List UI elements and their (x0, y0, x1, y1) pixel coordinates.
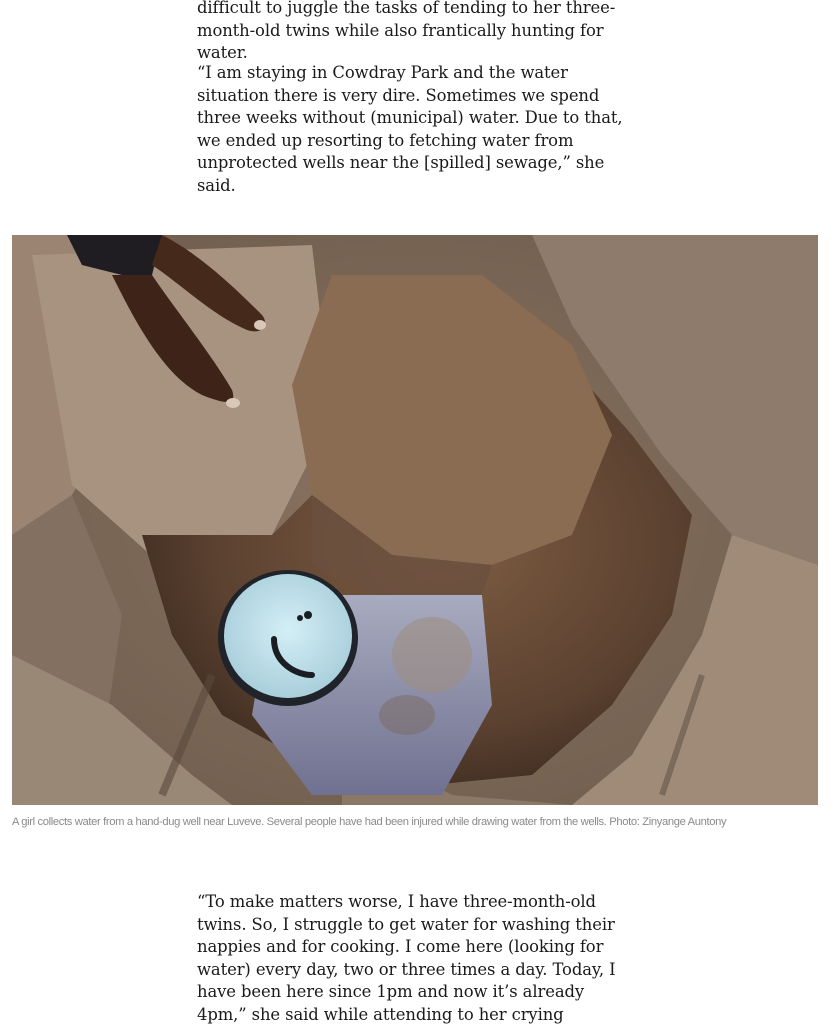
photo-caption: A girl collects water from a hand-dug well near Luveve. Several people have had been injured while drawing water from the wells. Photo: Zinyange Auntony (12, 816, 727, 828)
well-photo-illustration (12, 235, 818, 805)
article-paragraph-quote: “To make matters worse, I have three-month-old twins. So, I struggle to get water for washing their nappies and for cooking. I come here (looking for water) every day, two or three times a day. Today, I have been here since 1pm and now it’s already 4pm,” she said while attending to her crying (197, 892, 616, 1024)
article-paragraph-quote: “I am staying in Cowdray Park and the water situation there is very dire. Sometimes we spend three weeks without (municipal) water. Due to that, we ended up resorting to fetching water from unprotected wells near the [spilled] sewage,” she said. (197, 63, 623, 195)
article-photo (12, 235, 818, 805)
article-paragraph: difficult to juggle the tasks of tending to her three-month-old twins while also frantically hunting for water. (197, 0, 616, 62)
